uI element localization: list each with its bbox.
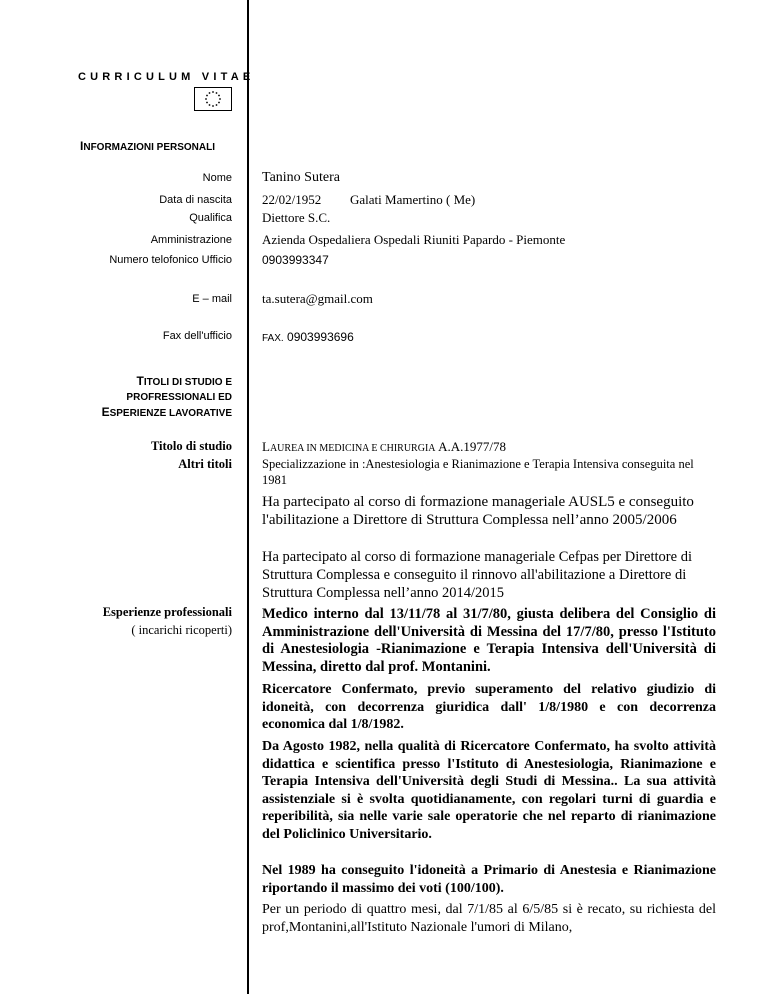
value-data-nascita: 22/02/1952 xyxy=(262,192,322,207)
value-email[interactable]: ta.sutera@gmail.com xyxy=(262,291,373,306)
label-titolo-studio: Titolo di studio Altri titoli xyxy=(150,439,232,471)
label-email: E – mail xyxy=(192,293,232,305)
label-fax: Fax dell'ufficio xyxy=(162,330,232,342)
experience-paragraph: Medico interno dal 13/11/78 al 31/7/80, giusta delibera del Consiglio di Amministrazione dell'Università di Messina del 17/7/80, presso l'Istituto di Anestesiologia -Rianimazione e Terapia Intensiva dell'Università di Messina, diretto dal prof. Montanini. xyxy=(262,606,716,675)
section-personal-info: INFORMAZIONI PERSONALI xyxy=(80,139,216,153)
value-nome: Tanino Sutera xyxy=(262,170,340,185)
label-nome: Nome xyxy=(202,172,232,184)
value-luogo-nascita: Galati Mamertino ( Me) xyxy=(350,192,476,207)
section-titoli: TITOLI DI STUDIO E PROFRESSIONALI ED ESPERIENZE LAVORATIVE xyxy=(101,374,232,419)
value-fax xyxy=(262,330,354,344)
eu-flag-icon xyxy=(194,87,232,111)
value-corso-cefpas: Ha partecipato al corso di formazione manageriale Cefpas per Direttore di Struttura Complessa e conseguito il rinnovo all'abilitazione a Direttore di Struttura Complessa nell’anno 2014/2015 xyxy=(262,549,692,601)
cv-title: CURRICULUM VITAE xyxy=(78,71,255,83)
value-qualifica: Diettore S.C. xyxy=(262,210,331,225)
label-amministrazione: Amministrazione xyxy=(150,234,232,246)
value-laurea: LAUREA IN MEDICINA E CHIRURGIA A.A.1977/78 xyxy=(262,439,506,454)
label-telefono: Numero telofonico Ufficio xyxy=(109,254,232,266)
value-telefono: 0903993347 xyxy=(262,253,329,267)
experience-paragraph: Per un periodo di quattro mesi, dal 7/1/85 al 6/5/85 si è recato, su richiesta del prof,Montanini,all'Istituto Nazionale l'umori di Milano, xyxy=(262,902,716,935)
label-esperienze: Esperienze professionali ( incarichi ricoperti) xyxy=(102,605,232,637)
fax-number: 0903993696 xyxy=(287,330,354,344)
experience-paragraph: Ricercatore Confermato, previo superamento del relativo giudizio di idoneità, con decorrenza giuridica dall' 1/8/1980 e con decorrenza economica dal 1/8/1982. xyxy=(262,682,716,732)
value-corso-ausl5: Ha partecipato al corso di formazione manageriale AUSL5 e conseguito l'abilitazione a Direttore di Struttura Complessa nell’anno 2005/2006 xyxy=(262,494,694,528)
value-specializzazione: Specializzazione in :Anestesiologia e Rianimazione e Terapia Intensiva conseguita nel 1981 xyxy=(262,457,694,487)
experience-paragraph: Nel 1989 ha conseguito l'idoneità a Primario di Anestesia e Rianimazione riportando il massimo dei voti (100/100). xyxy=(262,863,716,896)
value-amministrazione: Azienda Ospedaliera Ospedali Riuniti Papardo - Piemonte xyxy=(262,232,566,247)
experience-paragraph: Da Agosto 1982, nella qualità di Ricercatore Confermato, ha svolto attività didattica e scientifica presso l'Istituto di Anestesiologia, Rianimazione e Terapia Intensiva dell'Università degli Studi di Messina.. La sua attività assistenziale si è svolta quotidianamente, con regolari turni di guardia e reperibilità, sia nelle varie sale operatorie che nel reparto di rianimazione del Policlinico Universitario. xyxy=(262,739,716,842)
label-qualifica: Qualifica xyxy=(189,212,232,224)
fax-prefix: FAX. xyxy=(262,333,284,344)
vertical-divider xyxy=(247,0,249,994)
label-data-nascita: Data di nascita xyxy=(159,194,232,206)
